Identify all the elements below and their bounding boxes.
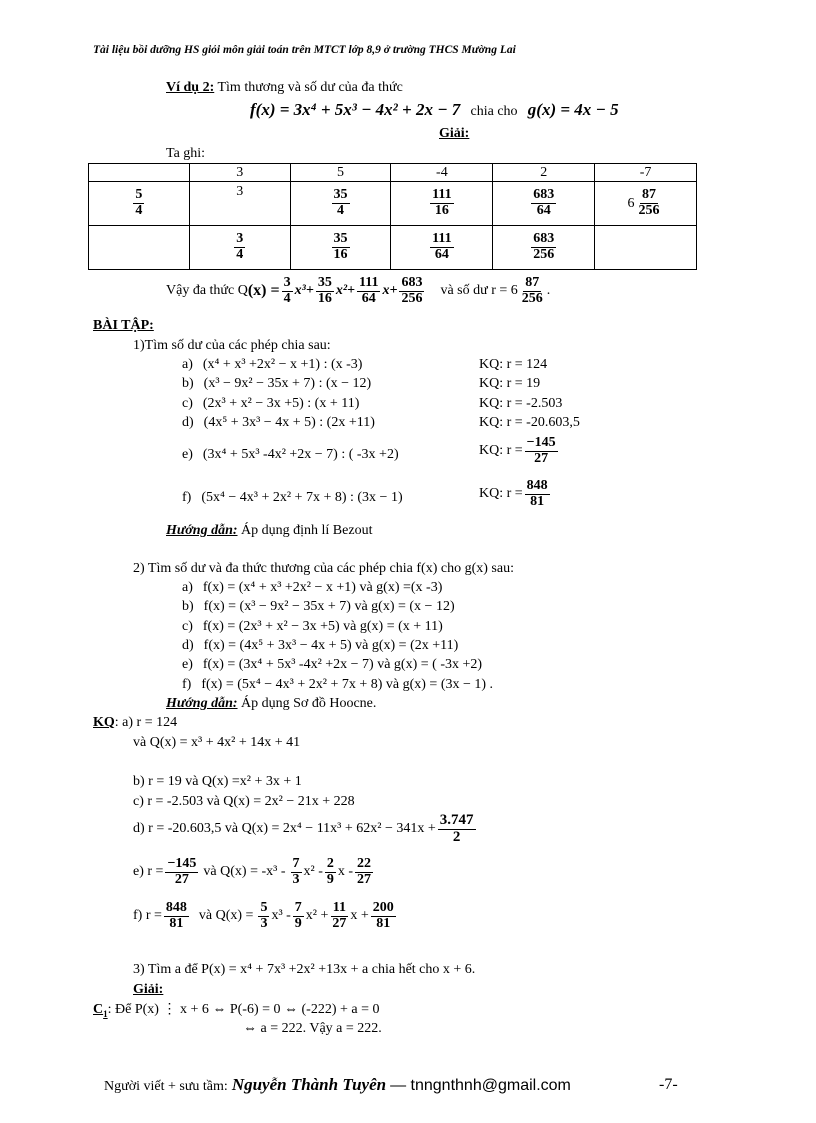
coef-cell: 5 [290,164,391,182]
fraction: $\frac{35}{16}$ [317,275,332,306]
answer: KQ: r = $\frac{-145}{27}$ [479,435,556,466]
fraction: $\frac{-145}{27}$ [167,856,197,887]
fraction: 2 9 [326,856,334,887]
list-item: c) (2x³ + x² − 3x +5) : (x + 11) [182,396,360,411]
fraction: 22 27 [357,856,372,887]
example-intro [166,80,403,96]
conclusion-remainder-text: và số dư r = 6 [440,283,518,299]
problem-3-line-2: ⇔ a = 222. Vậy a = 222. [243,1021,382,1036]
table-cell [493,182,595,226]
solution-label: Giải: [439,126,470,141]
polynomial-f: f(x) = 3x⁴ + 5x³ − 4x² + 2x − 7 [250,100,461,119]
problem-1-title: 1)Tìm số dư của các phép chia sau: [133,338,331,353]
list-item: e) f(x) = (3x⁴ + 5x³ -4x² +2x − 7) và g(x) = ( -3x +2) [182,657,483,672]
footer [104,1075,571,1095]
coef-cell: -4 [391,164,493,182]
table-cell [89,226,190,270]
answer: KQ: r = $\frac{848}{81}$ [479,478,548,509]
table-cell: 3 [189,182,290,226]
problem-2-title: 2) Tìm số dư và đa thức thương của các phép chia f(x) cho g(x) sau: [133,561,514,576]
page-number: -7- [659,1076,678,1093]
polynomial-g: g(x) = 4x − 5 [527,100,619,119]
hint-1: Hướng dẫn: Áp dụng định lí Bezout [166,523,373,538]
example-intro-text: Tìm thương và số dư của đa thức [217,80,403,95]
answers-a-quotient: và Q(x) = x³ + 4x² + 14x + 41 [133,735,301,750]
table-row [89,226,697,270]
author-name: Nguyễn Thành Tuyên [231,1075,387,1094]
fraction: $\frac{848}{81}$ [165,900,187,931]
table-row [89,182,697,226]
list-item: d) f(x) = (4x⁵ + 3x³ − 4x + 5) và g(x) = (2x +11) [182,638,459,653]
table-cell [290,182,391,226]
list-item: f) (5x⁴ − 4x³ + 2x² + 7x + 8) : (3x − 1) [182,490,403,505]
exercises-title: BÀI TẬP: [93,318,154,333]
fraction: $\frac{5}{4}$ [135,187,143,218]
example-polynomials [250,100,619,120]
fraction: $\frac{35}{4}$ [333,187,348,218]
fraction: $\frac{3.747}{2}$ [439,812,474,845]
fraction: 87 256 [638,187,660,218]
answer: KQ: r = 124 [479,357,548,372]
fraction: $\frac{111}{64}$ [432,231,452,262]
root-cell [89,182,190,226]
table-cell [290,226,391,270]
conclusion-text: Vậy đa thức Q [166,283,248,299]
author-email: — tnngnthnh@gmail.com [390,1077,571,1094]
horner-table [88,163,697,270]
problem-3-solution-label: Giải: [133,982,164,997]
fraction: 87 256 [521,275,543,306]
hint-2: Hướng dẫn: Áp dụng Sơ đồ Hoocne. [166,696,377,711]
coef-cell: -7 [595,164,697,182]
list-item: c) f(x) = (2x³ + x² − 3x +5) và g(x) = (x + 11) [182,619,443,634]
answers-a: KQ: a) r = 124 [93,715,178,730]
fraction: $\frac{3}{4}$ [283,275,291,306]
list-item: a) (x⁴ + x³ +2x² − x +1) : (x -3) [182,357,363,372]
list-item: a) f(x) = (x⁴ + x³ +2x² − x +1) và g(x) =(x -3) [182,580,443,595]
list-item: b) f(x) = (x³ − 9x² − 35x + 7) và g(x) = (x − 12) [182,599,455,614]
remainder-cell [595,182,697,226]
answers-d: d) r = -20.603,5 và Q(x) = 2x⁴ − 11x³ + 62x² − 341x + $\frac{3.747}{2}$ [133,812,474,845]
fraction: $\frac{683}{64}$ [533,187,555,218]
table-cell [189,226,290,270]
table-cell [493,226,595,270]
fraction: $\frac{111}{16}$ [432,187,452,218]
conclusion-period: . [546,283,551,299]
coef-cell: 2 [493,164,595,182]
answers-f: f) r = $\frac{848}{81}$ và Q(x) = $\frac{5}{3}$ x³ - 7 9 x² + $\frac{11}{27}$ x + $\frac{200}{81}$ [133,900,394,931]
problem-3-line-1: $C_1$: Để P(x) ⋮ x + 6 ⇔ P(-6) = 0 ⇔ (-222) + a = 0 [93,1002,380,1019]
list-item: f) f(x) = (5x⁴ − 4x³ + 2x² + 7x + 8) và g(x) = (3x − 1) . [182,677,494,692]
list-item: e) (3x⁴ + 5x³ -4x² +2x − 7) : ( -3x +2) [182,447,399,462]
answer: KQ: r = -20.603,5 [479,415,580,430]
fraction: $\frac{683}{256}$ [533,231,555,262]
coef-cell: 3 [189,164,290,182]
answer: KQ: r = 19 [479,376,541,391]
table-cell [391,226,493,270]
footer-prefix: Người viết + sưu tầm: [104,1079,228,1094]
fraction: $\frac{5}{3}$ [260,900,268,931]
table-corner [89,164,190,182]
fraction: 7 3 [292,856,300,887]
page-header: Tài liệu bồi dưỡng HS giỏi môn giải toán trên MTCT lớp 8,9 ở trường THCS Mường Lai [93,44,516,56]
answers-e: e) r = $\frac{-145}{27}$ và Q(x) = -x³ - 7 3 x² - 2 9 x - 22 27 [133,856,372,887]
fraction: $\frac{111}{64}$ [359,275,379,306]
fraction: 7 9 [294,900,302,931]
example-title: Ví dụ 2: [166,80,215,95]
fraction: $\frac{200}{81}$ [372,900,394,931]
answer: KQ: r = -2.503 [479,396,563,411]
answers-b: b) r = 19 và Q(x) =x² + 3x + 1 [133,774,302,789]
conclusion: Vậy đa thức Q (x) = $\frac{3}{4}$ x³+ $\frac{35}{16}$ x²+ $\frac{111}{64}$ x+ $\frac{683}{256}$ và số dư r = 6 87 256 . [166,275,551,306]
remainder-whole: 6 [627,195,635,211]
fraction: $\frac{35}{16}$ [333,231,348,262]
fraction: $\frac{848}{81}$ [526,478,548,509]
list-item: b) (x³ − 9x² − 35x + 7) : (x − 12) [182,376,372,391]
conclusion-q: (x) = [247,282,280,300]
fraction: $\frac{683}{256}$ [401,275,423,306]
fraction: $\frac{11}{27}$ [332,900,347,931]
coefficient-row [89,164,697,182]
table-cell [595,226,697,270]
fraction: $\frac{3}{4}$ [236,231,244,262]
problem-3-title: 3) Tìm a để P(x) = x⁴ + 7x³ +2x² +13x + a chia hết cho x + 6. [133,962,476,977]
answers-c: c) r = -2.503 và Q(x) = 2x² − 21x + 228 [133,794,355,809]
ta-ghi-label: Ta ghi: [166,146,206,161]
fraction: $\frac{-145}{27}$ [526,435,556,466]
list-item: d) (4x⁵ + 3x³ − 4x + 5) : (2x +11) [182,415,375,430]
table-cell [391,182,493,226]
divide-by-text: chia cho [470,104,518,119]
